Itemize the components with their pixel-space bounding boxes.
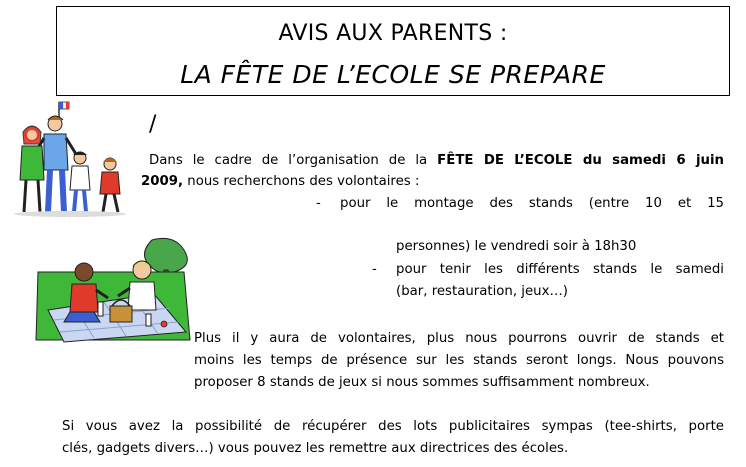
- bullet-2-line-1: pour tenir les différents stands le samedi: [396, 262, 724, 277]
- bullet-2-dash: -: [372, 262, 377, 277]
- picnic-clipart: [34, 236, 194, 348]
- bullet-1-line-2: personnes) le vendredi soir à 18h30: [396, 239, 637, 254]
- para2-line-1: Plus il y aura de volontaires, plus nous pourrons ouvrir de stands et: [194, 331, 724, 346]
- intro-tail: nous recherchons des volontaires :: [183, 174, 420, 189]
- bullet-1-line-1: pour le montage des stands (entre 10 et 15: [340, 196, 724, 211]
- bullet-2-line-2: (bar, restauration, jeux…): [396, 284, 568, 299]
- intro-line-1: [149, 150, 724, 171]
- para2-line-2: moins les temps de présence sur les stands seront longs. Nous pouvons: [194, 353, 724, 368]
- intro-event-name: FÊTE DE L’ECOLE du samedi 6 juin: [437, 153, 724, 168]
- para3-line-1: Si vous avez la possibilité de récupérer des lots publicitaires sympas (tee-shirts, porte: [62, 419, 724, 434]
- title-line-2: LA FÊTE DE L’ECOLE SE PREPARE: [180, 60, 606, 89]
- bullet-1-dash: -: [316, 196, 321, 211]
- title-box: [56, 6, 730, 96]
- para3-line-2: clés, gadgets divers…) vous pouvez les remettre aux directrices des écoles.: [62, 441, 569, 456]
- family-clipart: [10, 100, 138, 218]
- slash-mark: /: [149, 112, 157, 137]
- intro-lead: Dans le cadre de l’organisation de la: [149, 153, 438, 168]
- para2-line-3: proposer 8 stands de jeux si nous sommes suffisamment nombreux.: [194, 375, 650, 390]
- intro-line-2: [141, 171, 419, 192]
- intro-year: 2009,: [141, 174, 184, 189]
- title-line-1: AVIS AUX PARENTS :: [278, 21, 508, 46]
